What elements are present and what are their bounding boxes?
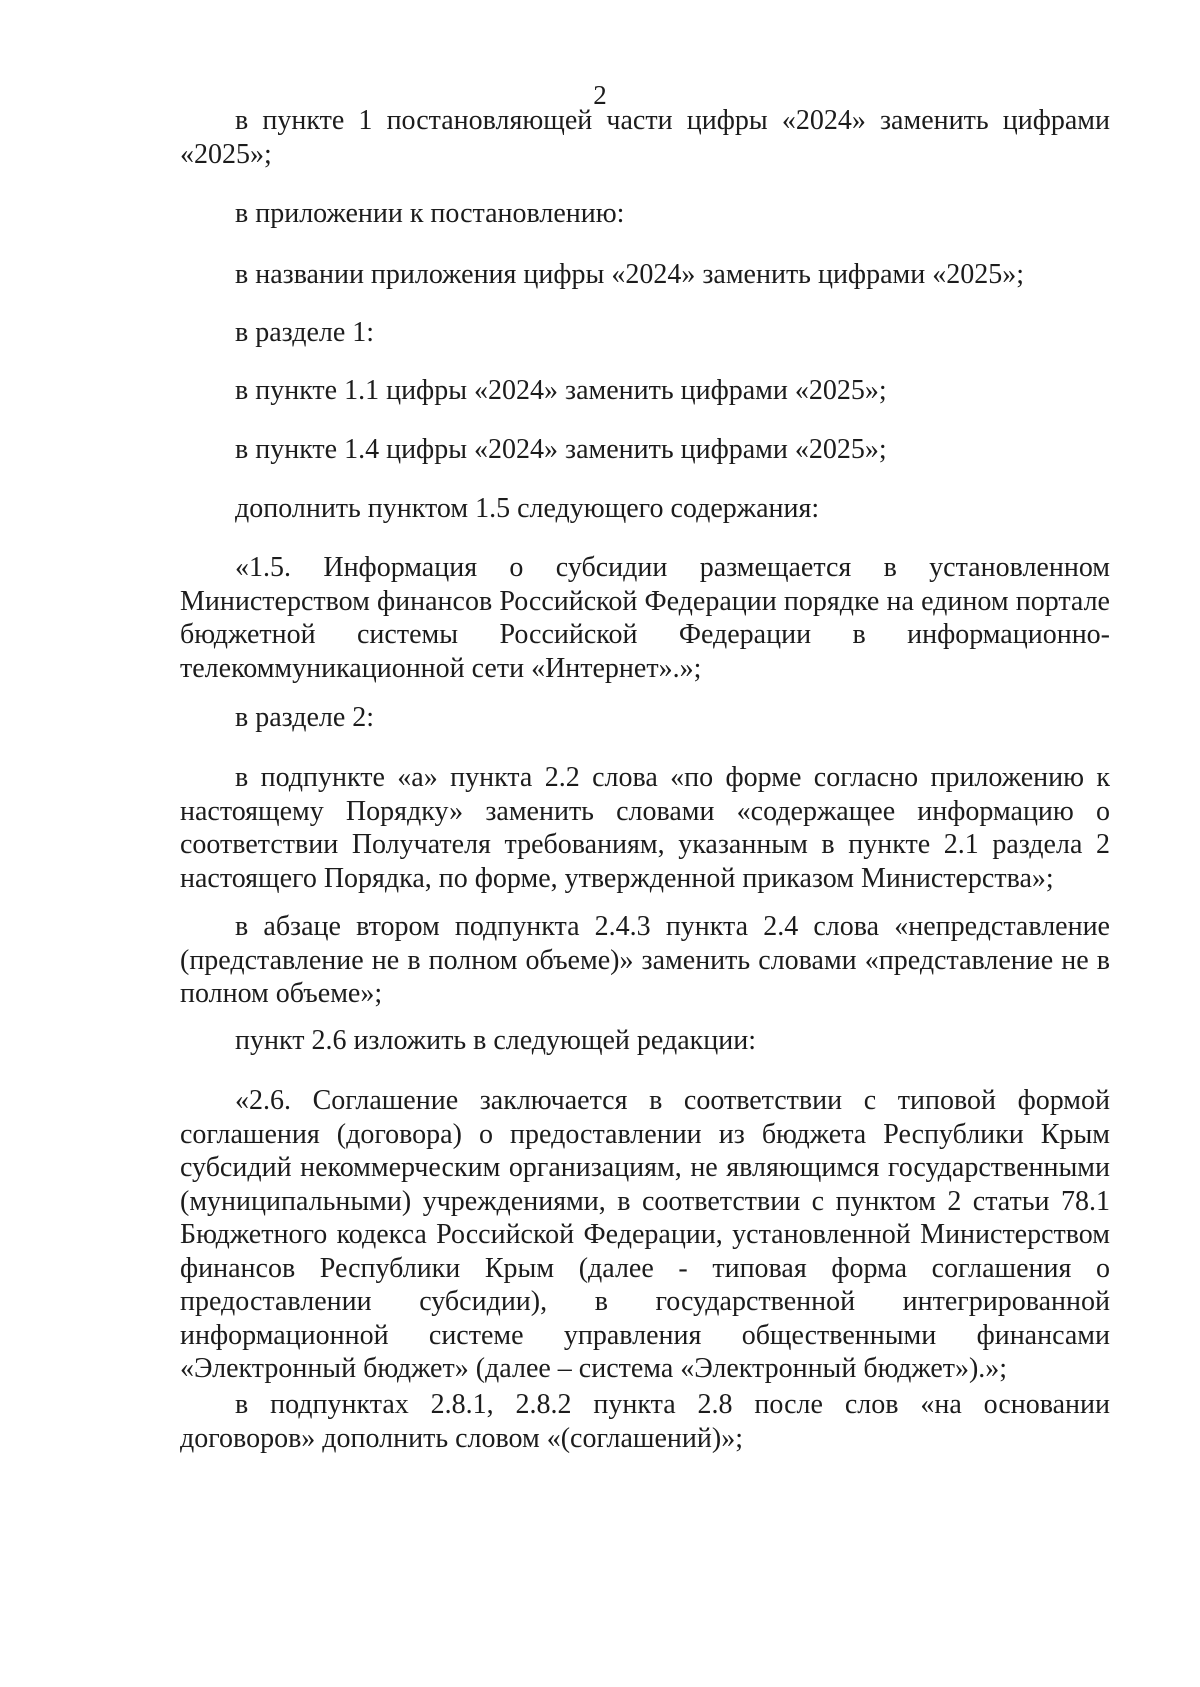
paragraph-6: в пункте 1.4 цифры «2024» заменить цифрами «2025»; <box>235 434 887 465</box>
paragraph-14: в подпунктах 2.8.1, 2.8.2 пункта 2.8 после слов «на основании договоров» дополнить словом «(соглашений)»; <box>180 1389 1110 1454</box>
page-number: 2 <box>593 80 607 110</box>
paragraph-11: в абзаце втором подпункта 2.4.3 пункта 2.4 слова «непредставление (представление не в полном объеме)» заменить словами «представление не в полном объеме»; <box>180 911 1110 1009</box>
paragraph-3: в названии приложения цифры «2024» заменить цифрами «2025»; <box>235 259 1024 290</box>
paragraph-9: в разделе 2: <box>235 702 375 733</box>
paragraph-13: «2.6. Соглашение заключается в соответствии с типовой формой соглашения (договора) о предоставлении из бюджета Республики Крым субсидий некоммерческим организациям, не являющимся государственными (муниципальными) учреждениями, в соответствии с пунктом 2 статьи 78.1 Бюджетного кодекса Российской Федерации, установленной Министерством финансов Республики Крым (далее - типовая форма соглашения о предоставлении субсидии), в государственной интегрированной информационной системе управления общественными финансами «Электронный бюджет» (далее – система «Электронный бюджет»).»; <box>180 1085 1110 1384</box>
paragraph-10: в подпункте «а» пункта 2.2 слова «по форме согласно приложению к настоящему Порядку» заменить словами «содержащее информацию о соответствии Получателя требованиям, указанным в пункте 2.1 раздела 2 настоящего Порядка, по форме, утвержденной приказом Министерства»; <box>180 762 1110 894</box>
paragraph-2: в приложении к постановлению: <box>235 198 625 229</box>
paragraph-5: в пункте 1.1 цифры «2024» заменить цифрами «2025»; <box>235 375 887 406</box>
paragraph-4: в разделе 1: <box>235 317 375 348</box>
paragraph-1: в пункте 1 постановляющей части цифры «2024» заменить цифрами «2025»; <box>180 105 1110 170</box>
paragraph-12: пункт 2.6 изложить в следующей редакции: <box>235 1025 756 1056</box>
paragraph-7: дополнить пунктом 1.5 следующего содержания: <box>235 493 820 524</box>
paragraph-8: «1.5. Информация о субсидии размещается в установленном Министерством финансов Российской Федерации порядке на едином портале бюджетной системы Российской Федерации в информационно-телекоммуникационной сети «Интернет».»; <box>180 552 1110 684</box>
